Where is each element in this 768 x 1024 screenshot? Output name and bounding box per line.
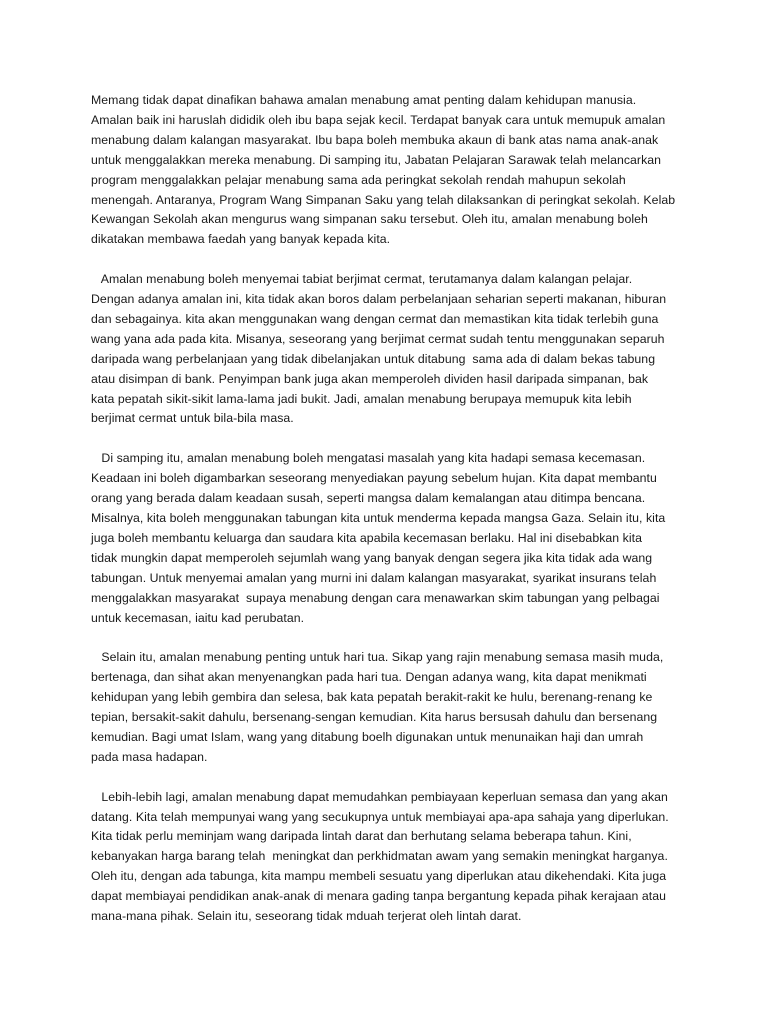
- text-line: Kewangan Sekolah akan mengurus wang simpanan saku tersebut. Oleh itu, amalan menabung boleh: [91, 212, 648, 227]
- text-line: Amalan menabung boleh menyemai tabiat berjimat cermat, terutamanya dalam kalangan pelajar.: [91, 272, 633, 287]
- text-line: wang yana ada pada kita. Misanya, seseorang yang berjimat cermat sudah tentu menggunakan separuh: [91, 331, 665, 346]
- text-line: Amalan baik ini haruslah dididik oleh ibu bapa sejak kecil. Terdapat banyak cara untuk memupuk amalan: [91, 112, 666, 127]
- text-line: menabung dalam kalangan masyarakat. Ibu bapa boleh membuka akaun di bank atas nama anak-anak: [91, 132, 659, 147]
- text-line: Kita tidak perlu meminjam wang daripada lintah darat dan berhutang selama beberapa tahun. Kini,: [91, 829, 632, 844]
- text-line: berjimat cermat untuk bila-bila masa.: [91, 411, 294, 426]
- paragraph-1: [91, 91, 691, 250]
- text-line: Lebih-lebih lagi, amalan menabung dapat memudahkan pembiayaan keperluan semasa dan yang akan: [91, 789, 668, 804]
- text-line: orang yang berada dalam keadaan susah, seperti mangsa dalam kemalangan atau ditimpa bencana.: [91, 491, 646, 506]
- essay-body: [91, 91, 691, 947]
- text-line: mana-mana pihak. Selain itu, seseorang tidak mduah terjerat oleh lintah darat.: [91, 909, 522, 924]
- text-line: Di samping itu, amalan menabung boleh mengatasi masalah yang kita hadapi semasa kecemasan.: [91, 451, 646, 466]
- text-line: menggalakkan masyarakat supaya menabung dengan cara menawarkan skim tabungan yang pelbagai: [91, 590, 660, 605]
- text-line: tabungan. Untuk menyemai amalan yang murni ini dalam kalangan masyarakat, syarikat insurans telah: [91, 570, 657, 585]
- text-line: Selain itu, amalan menabung penting untuk hari tua. Sikap yang rajin menabung semasa masih muda,: [91, 650, 664, 665]
- text-line: daripada wang perbelanjaan yang tidak dibelanjakan untuk ditabung sama ada di dalam bekas tabung: [91, 351, 656, 366]
- text-line: untuk kecemasan, iaitu kad perubatan.: [91, 610, 305, 625]
- text-line: bertenaga, dan sihat akan menyenangkan pada hari tua. Dengan adanya wang, kita dapat menikmati: [91, 670, 647, 685]
- text-line: kata pepatah sikit-sikit lama-lama jadi bukit. Jadi, amalan menabung berupaya memupuk kita lebih: [91, 391, 632, 406]
- text-line: atau disimpan di bank. Penyimpan bank juga akan memperoleh dividen hasil daripada simpanan, bak: [91, 371, 649, 386]
- paragraph-2: [91, 270, 691, 429]
- text-line: Memang tidak dapat dinafikan bahawa amalan menabung amat penting dalam kehidupan manusia.: [91, 93, 637, 107]
- text-line: program menggalakkan pelajar menabung sama ada peringkat sekolah rendah mahupun sekolah: [91, 172, 626, 187]
- text-line: kebanyakan harga barang telah meningkat dan perkhidmatan awam yang semakin meningkat harganya.: [91, 849, 668, 864]
- text-line: dapat membiayai pendidikan anak-anak di menara gading tanpa bergantung kepada pihak kerajaan atau: [91, 889, 667, 904]
- text-line: kemudian. Bagi umat Islam, wang yang ditabung boelh digunakan untuk menunaikan haji dan umrah: [91, 729, 644, 744]
- text-line: Oleh itu, dengan ada tabunga, kita mampu membeli sesuatu yang diperlukan atau dikehendaki. Kita juga: [91, 869, 667, 884]
- text-line: pada masa hadapan.: [91, 749, 208, 764]
- text-line: tepian, bersakit-sakit dahulu, bersenang-sengan kemudian. Kita harus bersusah dahulu dan bersenang: [91, 710, 658, 725]
- text-line: Dengan adanya amalan ini, kita tidak akan boros dalam perbelanjaan seharian seperti makanan, hiburan: [91, 292, 667, 307]
- text-line: Keadaan ini boleh digambarkan seseorang menyediakan payung sebelum hujan. Kita dapat membantu: [91, 471, 657, 486]
- text-line: menengah. Antaranya, Program Wang Simpanan Saku yang telah dilaksankan di peringkat sekolah. Kelab: [91, 192, 676, 207]
- text-line: Misalnya, kita boleh menggunakan tabungan kita untuk menderma kepada mangsa Gaza. Selain itu, kita: [91, 511, 666, 525]
- text-line: datang. Kita telah mempunyai wang yang secukupnya untuk membiayai apa-apa sahaja yang diperlukan.: [91, 809, 669, 824]
- text-line: juga boleh membantu keluarga dan saudara kita apabila kecemasan berlaku. Hal ini disebabkan kita: [91, 530, 642, 545]
- text-line: untuk menggalakkan mereka menabung. Di samping itu, Jabatan Pelajaran Sarawak telah melancarkan: [91, 152, 662, 167]
- text-line: dikatakan membawa faedah yang banyak kepada kita.: [91, 232, 391, 247]
- paragraph-3: [91, 449, 691, 628]
- text-line: kehidupan yang lebih gembira dan selesa, bak kata pepatah berakit-rakit ke hulu, berenang-renang ke: [91, 690, 653, 705]
- text-line: tidak mungkin dapat memperoleh sejumlah wang yang banyak dengan segera jika kita tidak ada wang: [91, 550, 653, 565]
- paragraph-4: [91, 648, 691, 767]
- text-line: dan sebagainya. kita akan menggunakan wang dengan cermat dan memastikan kita tidak terlebih guna: [91, 311, 659, 326]
- paragraph-5: [91, 788, 691, 927]
